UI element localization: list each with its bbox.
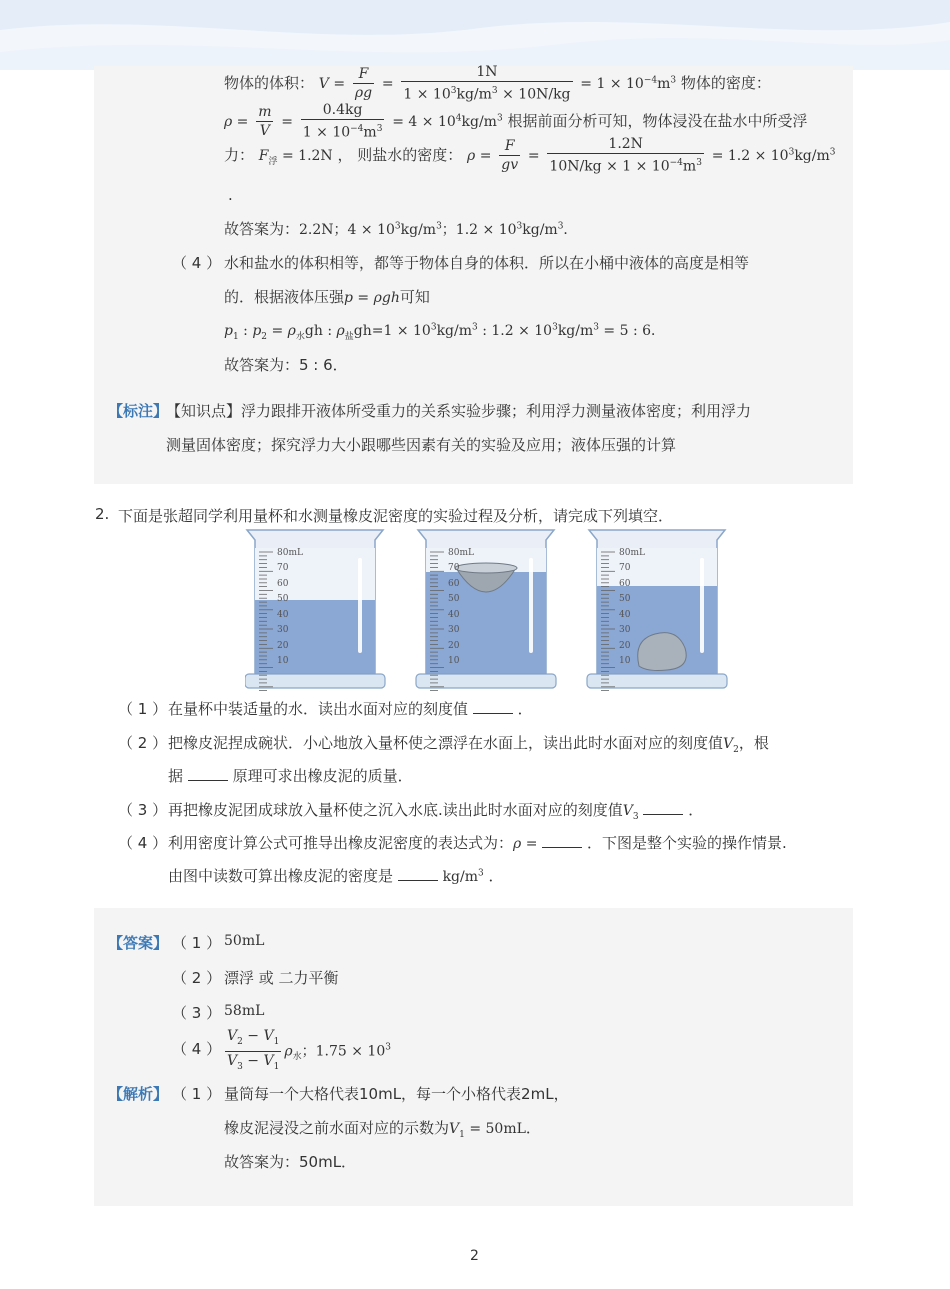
part4b-blank[interactable] bbox=[398, 867, 438, 881]
part3-num: （ 3 ） bbox=[118, 801, 168, 819]
beaker-illustration bbox=[245, 528, 730, 693]
solution-item4-answer: 故答案为：5 : 6． bbox=[224, 356, 348, 374]
scale-label-60: 60 bbox=[619, 579, 631, 589]
scale-label-10: 10 bbox=[619, 656, 631, 666]
beaker-1 bbox=[245, 530, 385, 688]
scale-label-20: 20 bbox=[277, 641, 289, 651]
part4-num: （ 4 ） bbox=[118, 834, 168, 852]
scale-label-60: 60 bbox=[277, 579, 289, 589]
scale-label-80: 80mL bbox=[277, 548, 303, 558]
header-wave-decoration bbox=[0, 0, 950, 70]
scale-label-70: 70 bbox=[448, 563, 460, 573]
answer-2-num: （ 2 ） bbox=[172, 969, 222, 987]
scale-label-10: 10 bbox=[277, 656, 289, 666]
scale-label-20: 20 bbox=[448, 641, 460, 651]
question-stem: 下面是张超同学利用量杯和水测量橡皮泥密度的实验过程及分析，请完成下列填空． bbox=[118, 507, 674, 525]
scale-label-40: 40 bbox=[448, 610, 460, 620]
part4-text: 利用密度计算公式可推导出橡皮泥密度的表达式为：ρ = ．下图是整个实验的操作情景. bbox=[168, 834, 787, 852]
part3-text: 再把橡皮泥团成球放入量杯使之沉入水底.读出此时水面对应的刻度值$V_3$ ． bbox=[168, 801, 704, 822]
solution-item4-line1: 水和盐水的体积相等，都等于物体自身的体积．所以在小桶中液体的高度是相等 bbox=[224, 254, 750, 272]
scale-label-50: 50 bbox=[448, 594, 460, 604]
note-tag: 【标注】 bbox=[108, 402, 169, 420]
note-line2: 测量固体密度；探究浮力大小跟哪些因素有关的实验及应用；液体压强的计算 bbox=[166, 436, 677, 454]
scale-label-60: 60 bbox=[448, 579, 460, 589]
scale-label-30: 30 bbox=[619, 625, 631, 635]
answer-3: 58mL bbox=[224, 1003, 265, 1019]
part2-text: 把橡皮泥捏成碗状．小心地放入量杯使之漂浮在水面上，读出此时水面对应的刻度值$V_2$，根 bbox=[168, 734, 769, 755]
solution-line-density: ρ = $\frac{m}{V}$ = $\frac{0.4kg}{1 \times 10^{-4}m^3}$ = $4 \times 10^4kg/m^3$ 根据前面分析可知，物体浸没在盐水中所受浮 bbox=[224, 102, 808, 141]
analysis-line2: 橡皮泥浸没之前水面对应的示数为$V_1 = 50mL$． bbox=[224, 1119, 541, 1140]
part4-text-cont: 由图中读数可算出橡皮泥的密度是 $kg/m^3$ ． bbox=[168, 867, 504, 885]
scale-label-20: 20 bbox=[619, 641, 631, 651]
scale-label-10: 10 bbox=[448, 656, 460, 666]
analysis-line1: 量筒每一个大格代表10mL，每一个小格代表2mL， bbox=[224, 1085, 569, 1103]
question-number: 2. bbox=[95, 505, 110, 523]
beaker-2 bbox=[416, 530, 556, 688]
scale-label-30: 30 bbox=[277, 625, 289, 635]
part2-blank[interactable] bbox=[188, 767, 228, 781]
answer-4-num: （ 4 ） bbox=[172, 1040, 222, 1058]
scale-label-40: 40 bbox=[277, 610, 289, 620]
analysis-line3: 故答案为：50mL． bbox=[224, 1153, 357, 1171]
part2-text-cont: 据 原理可求出橡皮泥的质量． bbox=[168, 767, 413, 785]
solution-item4-num: （ 4 ） bbox=[172, 254, 222, 272]
part1-num: （ 1 ） bbox=[118, 700, 168, 718]
answer-tag: 【答案】 bbox=[108, 934, 169, 952]
scale-label-80: 80mL bbox=[619, 548, 645, 558]
solution-period: . bbox=[228, 186, 233, 204]
part1-text: 在量杯中装适量的水．读出水面对应的刻度值 ． bbox=[168, 700, 533, 718]
note-line1: 【知识点】浮力跟排开液体所受重力的关系实验步骤；利用浮力测量液体密度；利用浮力 bbox=[166, 402, 752, 420]
part4-blank[interactable] bbox=[542, 834, 582, 848]
scale-label-30: 30 bbox=[448, 625, 460, 635]
scale-label-50: 50 bbox=[277, 594, 289, 604]
solution-line-volume: 物体的体积： V = $\frac{F}{\rho g}$ = $\frac{1N}{1 \times 10^3kg/m^3 \times 10N/kg}$ = $1 \times 10^{-4}m^3$ 物体的密度： bbox=[224, 64, 771, 103]
answer-1-num: （ 1 ） bbox=[172, 934, 222, 952]
part1-blank[interactable] bbox=[473, 700, 513, 714]
scale-label-50: 50 bbox=[619, 594, 631, 604]
beaker-3 bbox=[587, 530, 727, 688]
solution-answer-3: 故答案为：2.2N；$4 \times 10^3kg/m^3$；$1.2 \times 10^3kg/m^3$． bbox=[224, 220, 578, 238]
answer-4: $\frac{V_2 - V_1}{V_3 - V_1}$ $\rho_水$；$1.75 \times 10^3$ bbox=[227, 1028, 391, 1072]
scale-label-40: 40 bbox=[619, 610, 631, 620]
answer-2: 漂浮 或 二力平衡 bbox=[224, 969, 339, 987]
solution-item4-line2: 的．根据液体压强p = ρgh可知 bbox=[224, 288, 430, 306]
answer-3-num: （ 3 ） bbox=[172, 1004, 222, 1022]
analysis-1-num: （ 1 ） bbox=[172, 1085, 222, 1103]
analysis-tag: 【解析】 bbox=[108, 1085, 169, 1103]
scale-label-70: 70 bbox=[277, 563, 289, 573]
answer-1: 50mL bbox=[224, 933, 265, 949]
scale-label-70: 70 bbox=[619, 563, 631, 573]
solution-item4-formula: $p_1$ : $p_2 = \rho_水gh$ : $\rho_盐gh=1 \times 10^3kg/m^3$ : $1.2 \times 10^3kg/m^3 = 5$ : 6． bbox=[224, 322, 666, 342]
solution-line-saltwater: 力： $F_浮 = 1.2N$ ， 则盐水的密度： ρ = $\frac{F}{gv}$ = $\frac{1.2N}{10N/kg \times 1 \times 10^{-4}m^3}$ = $1.2 \times 10^3kg/m^3$ bbox=[224, 136, 836, 175]
part2-num: （ 2 ） bbox=[118, 734, 168, 752]
page-number: 2 bbox=[470, 1248, 479, 1264]
part3-blank[interactable] bbox=[643, 801, 683, 815]
scale-label-80: 80mL bbox=[448, 548, 474, 558]
